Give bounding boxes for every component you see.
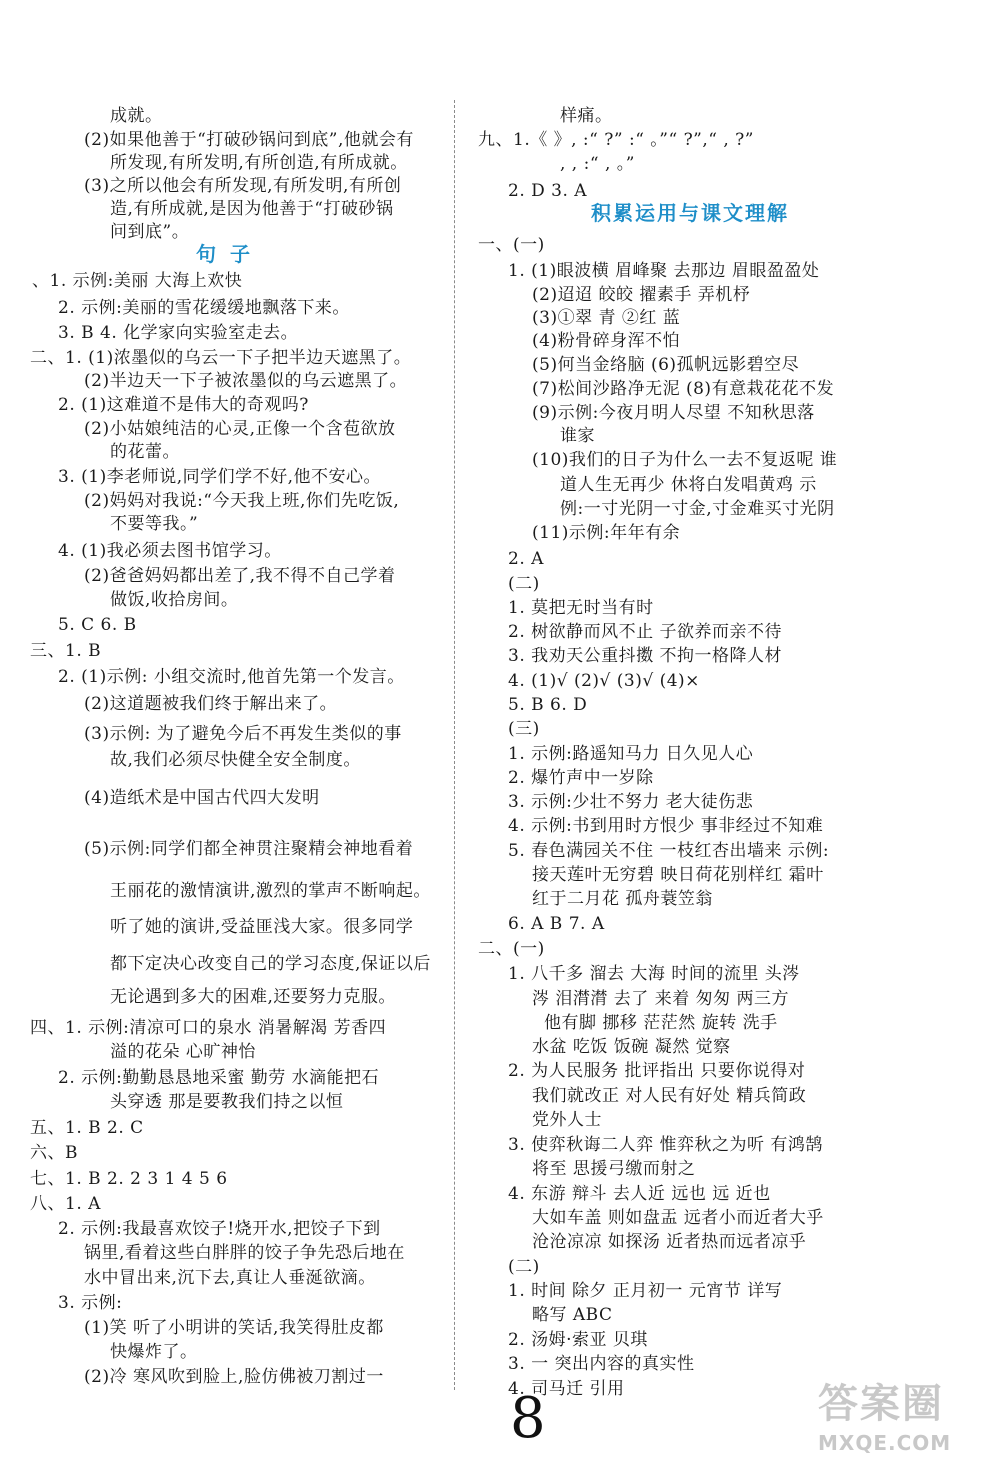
right-line: 4. 示例:书到用时方恨少 事非经过不知难: [508, 816, 824, 836]
right-line: 将至 思援弓缴而射之: [532, 1159, 696, 1179]
right-line: 1. 示例:路遥知马力 日久见人心: [508, 744, 754, 764]
right-line: 2. 树欲静而风不止 子欲养而亲不待: [508, 622, 783, 642]
left-line: 不要等我。”: [110, 514, 199, 534]
right-line: (10)我们的日子为什么一去不复返呢 谁: [532, 450, 838, 470]
right-line: 1. (1)眼波横 眉峰聚 去那边 眉眼盈盈处: [508, 261, 820, 281]
right-line: (11)示例:年年有余: [532, 523, 681, 543]
column-divider: [454, 100, 455, 1390]
right-line: 6. A B 7. A: [508, 914, 605, 934]
left-line: (2)妈妈对我说:“今天我上班,你们先吃饭,: [84, 491, 400, 511]
left-line: (5)示例:同学们都全神贯注聚精会神地看着: [84, 839, 414, 859]
right-line: 3. 我劝天公重抖擞 不拘一格降人材: [508, 646, 783, 666]
left-line: 四、1. 示例:清凉可口的泉水 消暑解渴 芳香四: [30, 1018, 387, 1038]
right-line: 2. 汤姆·索亚 贝琪: [508, 1330, 648, 1350]
right-line: (三): [508, 719, 540, 739]
right-line: (二): [508, 574, 540, 594]
left-line: 3. 示例:: [58, 1293, 123, 1313]
watermark: [818, 1378, 993, 1466]
left-line: 六、B: [30, 1143, 78, 1163]
watermark-logo: 答案圈: [818, 1381, 944, 1427]
right-line: 3. 使弈秋诲二人弈 惟弈秋之为听 有鸿鹄: [508, 1135, 823, 1155]
right-line: 我们就改正 对人民有好处 精兵简政: [532, 1086, 807, 1106]
right-line: (7)松间沙路净无泥 (8)有意栽花花不发: [532, 379, 835, 399]
right-line: (二): [508, 1257, 540, 1277]
right-line: 红于二月花 孤舟蓑笠翁: [532, 889, 713, 909]
left-line: 2. (1)这难道不是伟大的奇观吗?: [58, 395, 309, 415]
right-line: , , :“ , 。”: [560, 154, 635, 174]
right-line: (3)①翠 青 ②红 蓝: [532, 308, 681, 328]
left-line: 4. (1)我必须去图书馆学习。: [58, 541, 282, 561]
left-line: 、1. 示例:美丽 大海上欢快: [32, 271, 243, 291]
left-line: 5. C 6. B: [58, 615, 137, 635]
left-line: 八、1. A: [30, 1194, 101, 1214]
left-line: 所发现,有所发明,有所创造,有所成就。: [110, 153, 408, 173]
left-line: 2. 示例:勤勤恳恳地采蜜 勤劳 水滴能把石: [58, 1068, 380, 1088]
left-line: 成就。: [110, 106, 163, 126]
left-line: (2)如果他善于“打破砂锅问到底”,他就会有: [84, 130, 414, 150]
right-line: (9)示例:今夜月明人尽望 不知秋思落: [532, 403, 815, 423]
left-line: 2. 示例:美丽的雪花缓缓地飘落下来。: [58, 298, 350, 318]
right-line: 他有脚 挪移 茫茫然 旋转 洗手: [544, 1013, 778, 1033]
section-heading-sentences: 句子: [196, 242, 264, 266]
left-line: 王丽花的激情演讲,激烈的掌声不断响起。: [110, 881, 431, 901]
right-line: 九、1.《 》, :“ ?” :“ 。”“ ?”,“ , ?”: [478, 130, 754, 150]
right-line: 4. 东游 辩斗 去人近 远也 远 近也: [508, 1184, 771, 1204]
right-line: 道人生无再少 休将白发唱黄鸡 示: [560, 475, 817, 495]
right-line: 大如车盖 则如盘盂 远者小而近者大乎: [532, 1208, 824, 1228]
right-line: 1. 时间 除夕 正月初一 元宵节 详写: [508, 1281, 783, 1301]
right-line: 2. 为人民服务 批评指出 只要你说得对: [508, 1061, 806, 1081]
right-line: 2. D 3. A: [508, 181, 588, 201]
left-line: 故,我们必须尽快健全安全制度。: [110, 750, 361, 770]
left-line: (2)这道题被我们终于解出来了。: [84, 694, 338, 714]
left-line: (2)小姑娘纯洁的心灵,正像一个含苞欲放: [84, 419, 396, 439]
left-line: 3. B 4. 化学家向实验室走去。: [58, 323, 299, 343]
left-line: (4)造纸术是中国古代四大发明: [84, 788, 320, 808]
left-line: (2)爸爸妈妈都出差了,我不得不自己学着: [84, 566, 396, 586]
left-line: 问到底”。: [110, 222, 190, 242]
right-line: 4. (1)√ (2)√ (3)√ (4)×: [508, 671, 700, 691]
right-line: 3. 示例:少壮不努力 老大徒伤悲: [508, 792, 754, 812]
right-line: 1. 八千多 溜去 大海 时间的流里 头涔: [508, 964, 800, 984]
right-line: 5. B 6. D: [508, 695, 588, 715]
left-line: 无论遇到多大的困难,还要努力克服。: [110, 987, 396, 1007]
left-line: 水中冒出来,沉下去,真让人垂涎欲滴。: [84, 1268, 376, 1288]
left-line: (3)示例: 为了避免今后不再发生类似的事: [84, 724, 402, 744]
right-line: 2. A: [508, 549, 544, 569]
right-line: (2)迢迢 皎皎 擢素手 弄机杼: [532, 285, 751, 305]
right-line: 略写 ABC: [532, 1305, 613, 1325]
right-line: 接天莲叶无穷碧 映日荷花别样红 霜叶: [532, 865, 824, 885]
left-line: 五、1. B 2. C: [30, 1118, 144, 1138]
right-line: (4)粉骨碎身浑不怕: [532, 331, 681, 351]
left-line: 都下定决心改变自己的学习态度,保证以后: [110, 954, 431, 974]
right-line: 1. 莫把无时当有时: [508, 598, 654, 618]
right-line: 3. 一 突出内容的真实性: [508, 1354, 695, 1374]
right-line: 涔 泪潸潸 去了 来着 匆匆 两三方: [532, 989, 790, 1009]
right-line: (5)何当金络脑 (6)孤帆远影碧空尽: [532, 355, 800, 375]
left-line: 的花蕾。: [110, 442, 180, 462]
right-line: 样痛。: [560, 106, 613, 126]
right-line: 党外人士: [532, 1110, 602, 1130]
left-line: (2)冷 寒风吹到脸上,脸仿佛被刀割过一: [84, 1367, 384, 1387]
right-line: 例:一寸光阴一寸金,寸金难买寸光阴: [560, 499, 835, 519]
left-line: 锅里,看着这些白胖胖的饺子争先恐后地在: [84, 1243, 405, 1263]
left-line: 七、1. B 2. 2 3 1 4 5 6: [30, 1169, 228, 1189]
left-line: 做饭,收拾房间。: [110, 590, 239, 610]
right-line: 2. 爆竹声中一岁除: [508, 768, 654, 788]
left-line: 2. (1)示例: 小组交流时,他首先第一个发言。: [58, 667, 405, 687]
right-line: 4. 司马迁 引用: [508, 1379, 625, 1399]
right-line: 一、(一): [478, 235, 545, 255]
section-heading-accumulation: 积累运用与课文理解: [591, 201, 789, 225]
left-line: (2)半边天一下子被浓墨似的乌云遮黑了。: [84, 371, 408, 391]
right-line: 二、(一): [478, 939, 545, 959]
left-line: 2. 示例:我最喜欢饺子!烧开水,把饺子下到: [58, 1219, 381, 1239]
left-line: 快爆炸了。: [110, 1342, 198, 1362]
left-line: 三、1. B: [30, 641, 102, 661]
left-line: 头穿透 那是要教我们持之以恒: [110, 1092, 344, 1112]
left-line: 溢的花朵 心旷神怡: [110, 1042, 256, 1062]
right-line: 5. 春色满园关不住 一枝红杏出墙来 示例:: [508, 841, 830, 861]
left-line: 听了她的演讲,受益匪浅大家。很多同学: [110, 917, 414, 937]
left-line: (3)之所以他会有所发现,有所发明,有所创: [84, 176, 402, 196]
right-line: 沧沧凉凉 如探汤 近者热而远者凉乎: [532, 1232, 807, 1252]
left-line: 造,有所成就,是因为他善于“打破砂锅: [110, 199, 394, 219]
left-line: 二、1. (1)浓墨似的乌云一下子把半边天遮黑了。: [30, 348, 412, 368]
watermark-url: MXQE.COM: [818, 1431, 952, 1455]
left-line: (1)笑 听了小明讲的笑话,我笑得肚皮都: [84, 1318, 384, 1338]
right-line: 水盆 吃饭 饭碗 凝然 觉察: [532, 1037, 731, 1057]
page-number: 8: [510, 1386, 546, 1451]
left-line: 3. (1)李老师说,同学们学不好,他不安心。: [58, 467, 382, 487]
right-line: 谁家: [560, 426, 595, 446]
